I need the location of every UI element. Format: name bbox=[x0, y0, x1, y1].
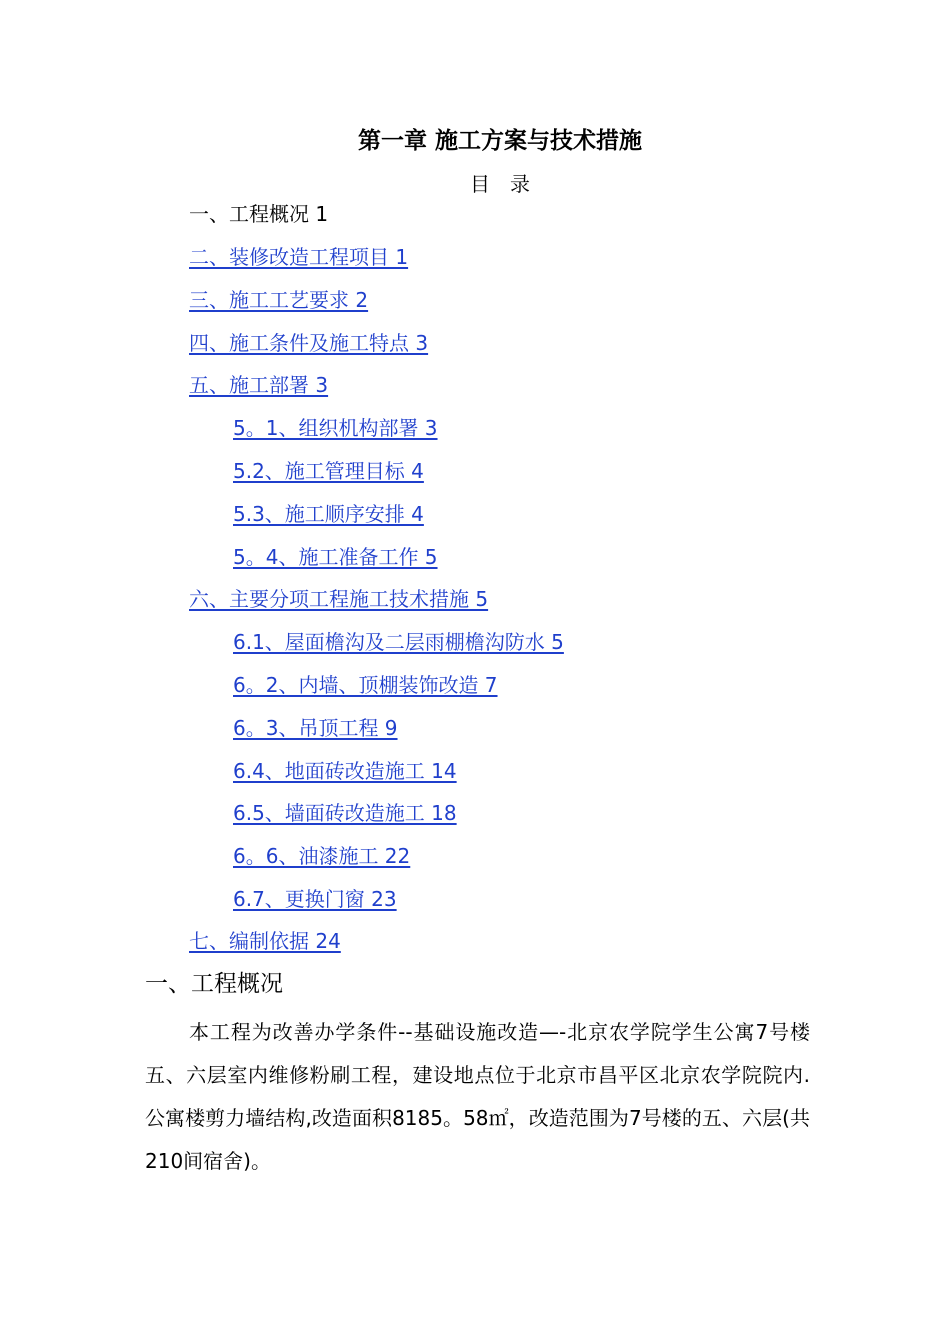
toc-heading: 目 录 bbox=[470, 172, 530, 196]
toc-link-6-2[interactable]: 6。2、内墙、顶棚装饰改造 7 bbox=[233, 673, 498, 697]
toc-link-5[interactable]: 五、施工部署 3 bbox=[189, 373, 329, 397]
toc-link-2[interactable]: 二、装修改造工程项目 1 bbox=[189, 245, 409, 269]
toc-link-6-7[interactable]: 6.7、更换门窗 23 bbox=[233, 887, 397, 911]
toc-link-5-2[interactable]: 5.2、施工管理目标 4 bbox=[233, 459, 424, 483]
toc-link-6-3[interactable]: 6。3、吊顶工程 9 bbox=[233, 716, 398, 740]
toc-link-6-5[interactable]: 6.5、墙面砖改造施工 18 bbox=[233, 801, 457, 825]
toc-link-6-6[interactable]: 6。6、油漆施工 22 bbox=[233, 844, 411, 868]
toc-entry-1: 一、工程概况 1 bbox=[189, 202, 329, 226]
toc-link-3[interactable]: 三、施工工艺要求 2 bbox=[189, 288, 369, 312]
overview-paragraph: 本工程为改善办学条件--基础设施改造—-北京农学院学生公寓7号楼五、六层室内维修粉刷工程，建设地点位于北京市昌平区北京农学院院内.公寓楼剪力墙结构,改造面积8185。58㎡，改造范围为7号楼的五、六层(共210间宿舍)。 bbox=[145, 1020, 810, 1173]
toc-link-5-4[interactable]: 5。4、施工准备工作 5 bbox=[233, 545, 438, 569]
chapter-title: 第一章 施工方案与技术措施 bbox=[357, 128, 642, 154]
toc-link-5-1[interactable]: 5。1、组织机构部署 3 bbox=[233, 416, 438, 440]
toc-link-7[interactable]: 七、编制依据 24 bbox=[189, 929, 341, 953]
toc-link-6[interactable]: 六、主要分项工程施工技术措施 5 bbox=[189, 587, 489, 611]
toc-link-6-1[interactable]: 6.1、屋面檐沟及二层雨棚檐沟防水 5 bbox=[233, 630, 564, 654]
toc-link-6-4[interactable]: 6.4、地面砖改造施工 14 bbox=[233, 759, 457, 783]
section-heading-overview: 一、工程概况 bbox=[145, 971, 283, 997]
toc-link-5-3[interactable]: 5.3、施工顺序安排 4 bbox=[233, 502, 424, 526]
toc-link-4[interactable]: 四、施工条件及施工特点 3 bbox=[189, 331, 429, 355]
